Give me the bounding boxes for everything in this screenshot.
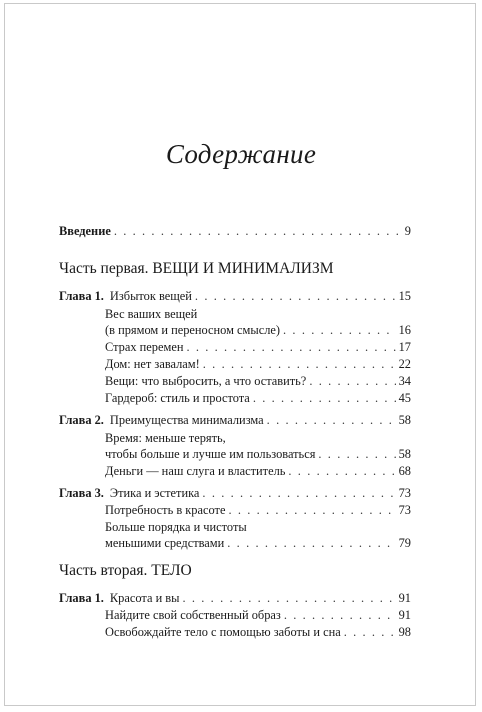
dot-leader <box>318 445 395 463</box>
entry-title: Найдите свой собственный образ <box>105 608 281 622</box>
entry-title: Избыток вещей <box>109 289 192 303</box>
entry-title: (в прямом и переносном смысле) <box>105 323 281 337</box>
entry-page: 98 <box>398 625 411 639</box>
toc-entry-chapter[interactable] <box>59 589 411 607</box>
chapter-number: Глава 2. <box>59 413 104 427</box>
dot-leader <box>203 355 396 373</box>
toc-entry-intro[interactable] <box>59 222 411 240</box>
chapter-number: Глава 3. <box>59 486 104 500</box>
toc-entry-section[interactable] <box>105 355 411 373</box>
chapter-number: Глава 1. <box>59 289 104 303</box>
entry-page: 17 <box>398 340 411 354</box>
entry-page: 79 <box>398 536 411 550</box>
entry-page: 15 <box>398 289 411 303</box>
toc-entry-section[interactable] <box>105 445 411 463</box>
entry-title-line1: Больше порядка и чистоты <box>105 520 247 534</box>
entry-page: 58 <box>398 447 411 461</box>
dot-leader <box>288 462 395 480</box>
entry-title: чтобы больше и лучше им пользоваться <box>105 447 316 461</box>
toc-entry-section[interactable] <box>105 462 411 480</box>
dot-leader <box>283 321 396 339</box>
toc-entry-section[interactable] <box>105 534 411 552</box>
dot-leader <box>309 372 395 390</box>
toc-entry-section[interactable] <box>105 606 411 624</box>
entry-title: Освобождайте тело с помощью заботы и сна <box>105 625 341 639</box>
toc-entry-section[interactable] <box>105 501 411 519</box>
entry-page: 73 <box>398 486 411 500</box>
part-heading: Часть первая. ВЕЩИ И МИНИМАЛИЗМ <box>59 260 334 277</box>
part-heading: Часть вторая. ТЕЛО <box>59 562 192 579</box>
toc-entry-section[interactable] <box>105 623 411 641</box>
toc-entry-section[interactable] <box>105 338 411 356</box>
dot-leader <box>227 534 395 552</box>
entry-title: меньшими средствами <box>105 536 225 550</box>
dot-leader <box>114 222 402 240</box>
entry-title: Вещи: что выбросить, а что оставить? <box>105 374 307 388</box>
dot-leader <box>228 501 395 519</box>
dot-leader <box>195 287 396 305</box>
dot-leader <box>253 389 396 407</box>
entry-title-line1: Время: меньше терять, <box>105 431 226 445</box>
entry-page: 45 <box>398 391 411 405</box>
entry-page: 16 <box>398 323 411 337</box>
toc-entry-section[interactable] <box>105 372 411 390</box>
toc-entry-section[interactable] <box>105 321 411 339</box>
entry-title: Страх перемен <box>105 340 184 354</box>
entry-title-line1: Вес ваших вещей <box>105 307 198 321</box>
entry-page: 91 <box>398 608 411 622</box>
dot-leader <box>202 484 395 502</box>
chapter-number: Глава 1. <box>59 591 104 605</box>
dot-leader <box>186 338 395 356</box>
entry-title: Преимущества минимализма <box>109 413 264 427</box>
entry-page: 91 <box>398 591 411 605</box>
entry-page: 73 <box>398 503 411 517</box>
entry-page: 9 <box>404 224 411 238</box>
dot-leader <box>182 589 395 607</box>
entry-page: 22 <box>398 357 411 371</box>
toc-entry-chapter[interactable] <box>59 411 411 429</box>
entry-title: Потребность в красоте <box>105 503 226 517</box>
entry-page: 58 <box>398 413 411 427</box>
entry-title: Гардероб: стиль и простота <box>105 391 250 405</box>
entry-title: Деньги — наш слуга и властитель <box>105 464 286 478</box>
dot-leader <box>284 606 396 624</box>
entry-title: Введение <box>59 224 111 238</box>
entry-title: Этика и эстетика <box>109 486 200 500</box>
entry-page: 68 <box>398 464 411 478</box>
toc-entry-chapter[interactable] <box>59 287 411 305</box>
toc-entry-section[interactable] <box>105 389 411 407</box>
toc-entry-chapter[interactable] <box>59 484 411 502</box>
entry-page: 34 <box>398 374 411 388</box>
entry-title: Дом: нет завалам! <box>105 357 200 371</box>
toc-title: Содержание <box>165 139 317 169</box>
dot-leader <box>267 411 396 429</box>
entry-title: Красота и вы <box>109 591 180 605</box>
dot-leader <box>344 623 396 641</box>
